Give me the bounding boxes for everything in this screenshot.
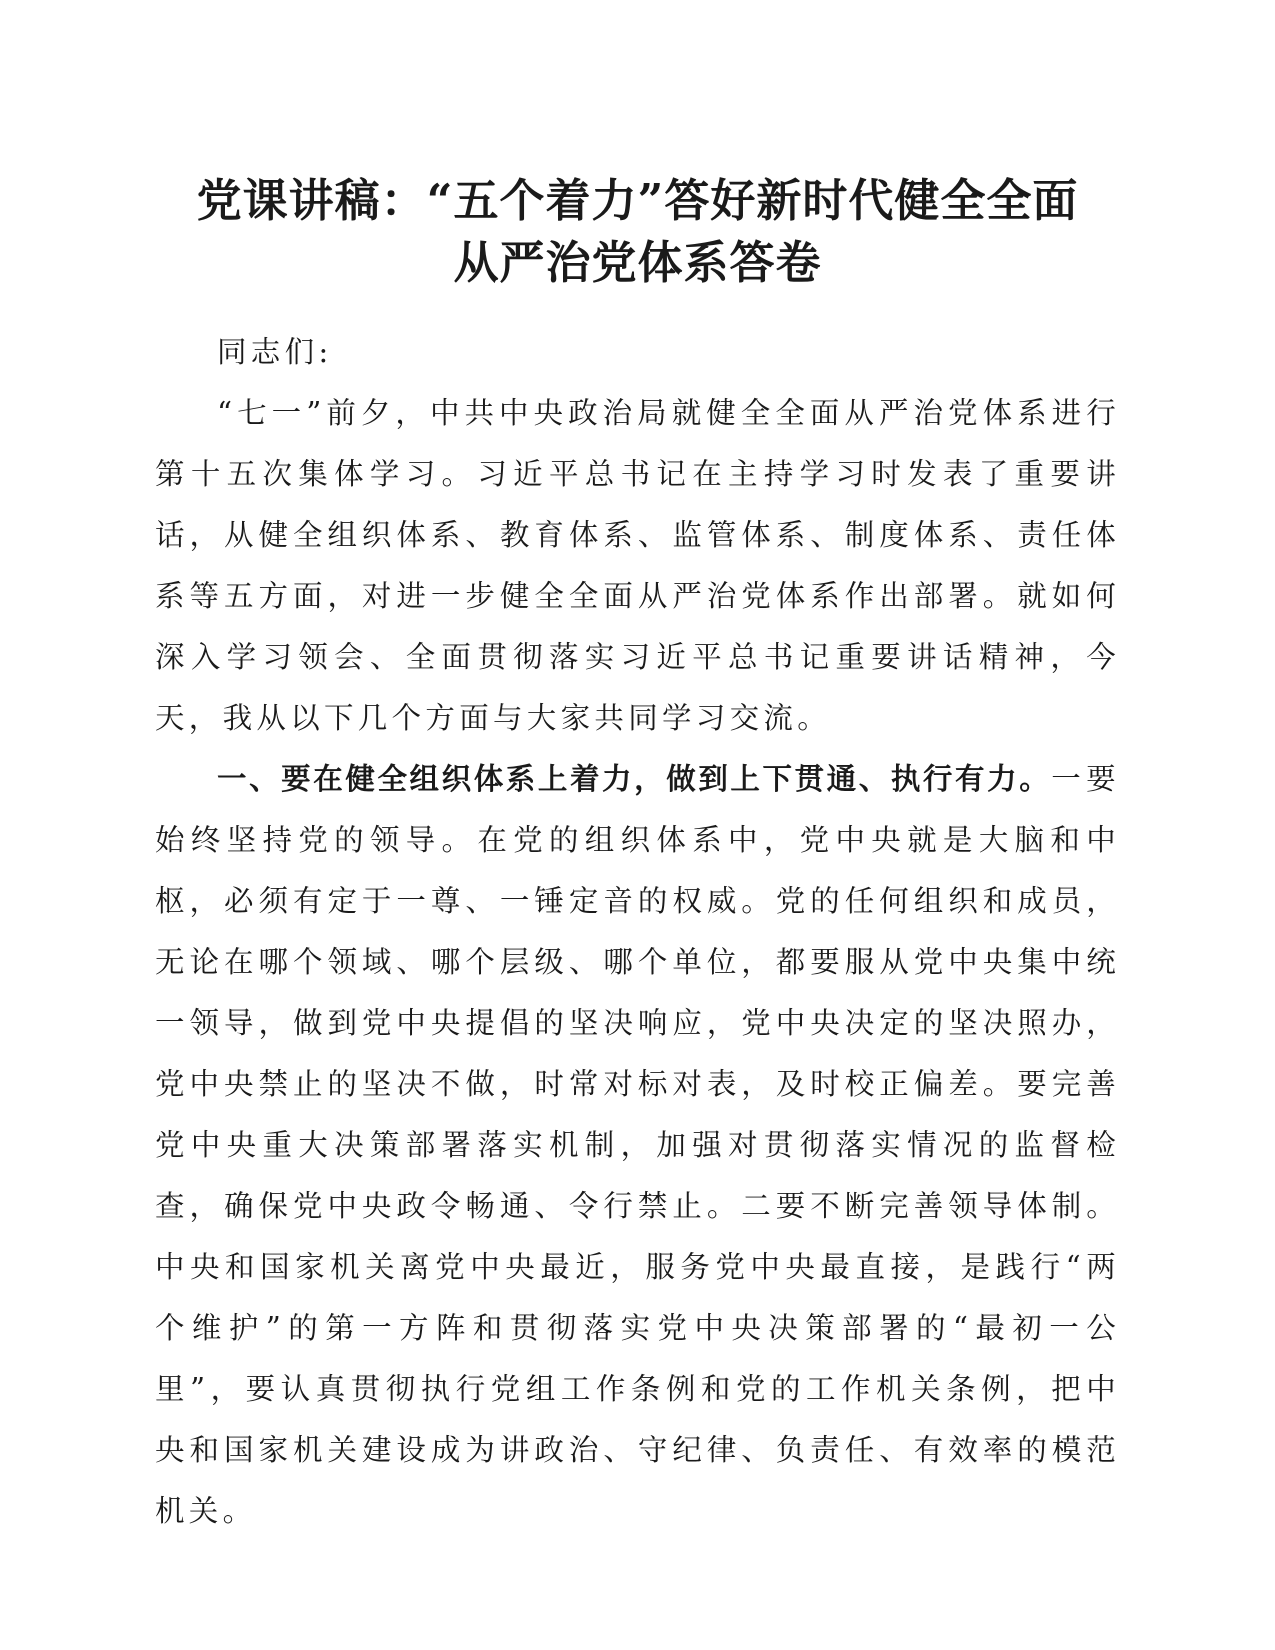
section-1-heading: 一、要在健全组织体系上着力，做到上下贯通、执行有力。 (217, 762, 1052, 796)
title-line-1: 党课讲稿：“五个着力”答好新时代健全全面 (196, 174, 1079, 227)
document-title (130, 170, 1145, 294)
section-1-body: 一要始终坚持党的领导。在党的组织体系中，党中央就是大脑和中枢，必须有定于一尊、一锤定音的权威。党的任何组织和成员，无论在哪个领域、哪个层级、哪个单位，都要服从党中央集中统一领导，做到党中央提倡的坚决响应，党中央决定的坚决照办，党中央禁止的坚决不做，时常对标对表，及时校正偏差。要完善党中央重大决策部署落实机制，加强对贯彻落实情况的监督检查，确保党中央政令畅通、令行禁止。二要不断完善领导体制。中央和国家机关离党中央最近，服务党中央最直接，是践行“两个维护”的第一方阵和贯彻落实党中央决策部署的“最初一公里”，要认真贯彻执行党组工作条例和党的工作机关条例，把中央和国家机关建设成为讲政治、守纪律、负责任、有效率的模范机关。 (155, 762, 1120, 1528)
section-1-paragraph (155, 749, 1120, 1542)
salutation: 同志们: (217, 335, 333, 369)
intro-paragraph: “七一”前夕，中共中央政治局就健全全面从严治党体系进行第十五次集体学习。习近平总书记在主持学习时发表了重要讲话，从健全组织体系、教育体系、监管体系、制度体系、责任体系等五方面，对进一步健全全面从严治党体系作出部署。就如何深入学习领会、全面贯彻落实习近平总书记重要讲话精神，今天，我从以下几个方面与大家共同学习交流。 (155, 396, 1120, 735)
title-line-2: 从严治党体系答卷 (453, 236, 822, 289)
document-body (155, 322, 1120, 1542)
